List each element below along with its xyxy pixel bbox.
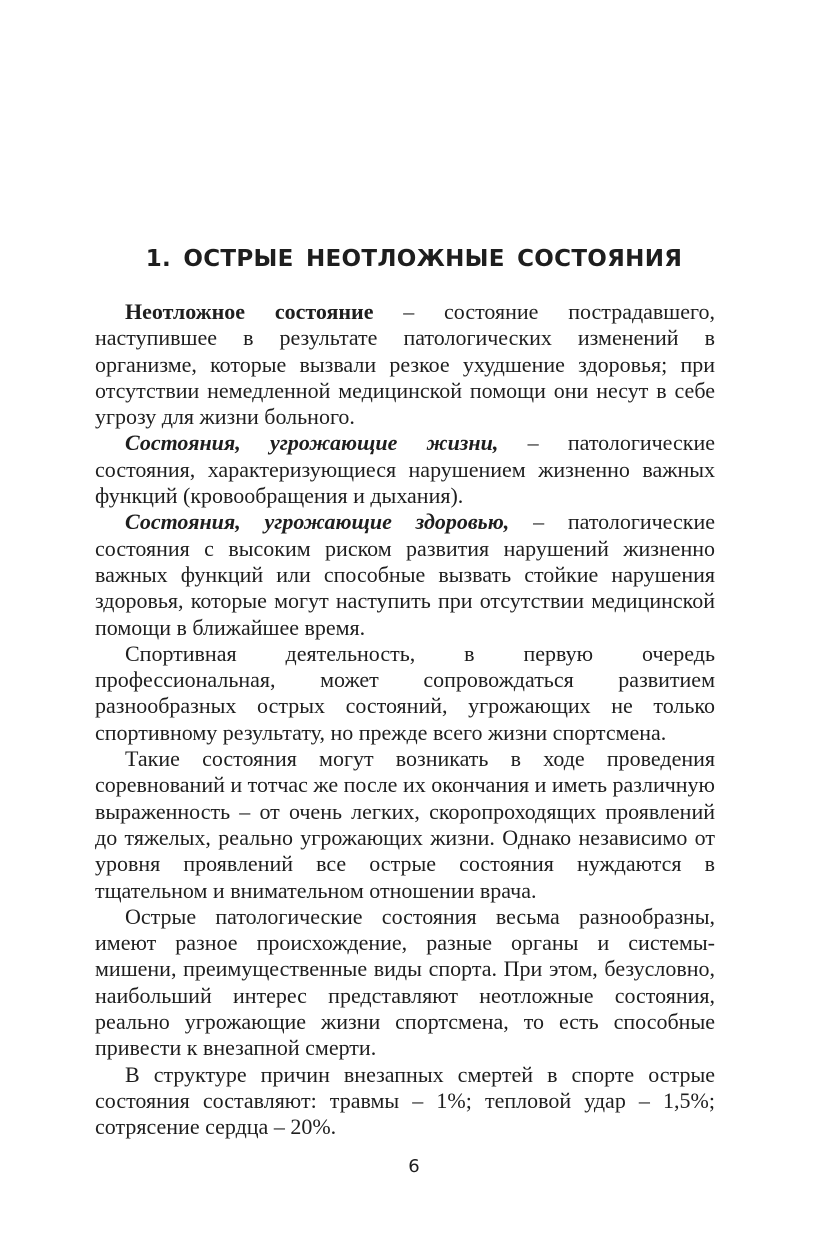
paragraph-acute-states: Острые патологические состояния весьма разнообразны, имеют разное происхождение, разные органы и системы-мишени, преимущественные виды спорта. При этом, безусловно, наибольший интерес представляют неотложные состояния, реально угрожающие жизни спортсмена, то есть способные привести к внезапной смерти. bbox=[95, 903, 715, 1061]
body-text bbox=[95, 299, 715, 1141]
paragraph-states-occurrence: Такие состояния могут возникать в ходе проведения соревнований и тотчас же после их окончания и иметь различную выраженность – от очень легких, скоропроходящих проявлений до тяжелых, реально угрожающих жизни. Однако независимо от уровня проявлений все острые состояния нуждаются в тщательном и внимательном отношении врача. bbox=[95, 746, 715, 903]
paragraph-definition-life-threatening bbox=[95, 430, 715, 509]
paragraph-definition-emergency bbox=[95, 299, 715, 430]
term-emergency-state: Неотложное состояние bbox=[125, 299, 374, 324]
definition-life-threatening: – патологические состояния, характеризующиеся нарушением жизненно важных функций (кровообращения и дыхания). bbox=[95, 430, 715, 509]
term-life-threatening: Состояния, угрожающие жизни, bbox=[125, 430, 499, 456]
definition-emergency-state: – состояние пострадавшего, наступившее в результате патологических изменений в организме, которые вызвали резкое ухудшение здоровья; при отсутствии немедленной медицинской помощи они несут в себе угрозу для жизни больного. bbox=[95, 299, 715, 430]
definition-health-threatening: – патологические состояния с высоким риском развития нарушений жизненно важных функций или способные вызвать стойкие нарушения здоровья, которые могут наступить при отсутствии медицинской помощи в ближайшее время. bbox=[95, 509, 715, 640]
paragraph-sports-activity: Спортивная деятельность, в первую очередь профессиональная, может сопровождаться развитием разнообразных острых состояний, угрожающих не только спортивному результату, но прежде всего жизни спортсмена. bbox=[95, 640, 715, 745]
paragraph-death-causes: В структуре причин внезапных смертей в спорте острые состояния составляют: травмы – 1%; тепловой удар – 1,5%; сотрясение сердца – 20%. bbox=[95, 1061, 715, 1140]
page-number: 6 bbox=[408, 1156, 420, 1177]
term-health-threatening: Состояния, угрожающие здоровью, bbox=[125, 509, 510, 535]
chapter-title: 1. ОСТРЫЕ НЕОТЛОЖНЫЕ СОСТОЯНИЯ bbox=[145, 246, 683, 272]
paragraph-definition-health-threatening bbox=[95, 509, 715, 640]
